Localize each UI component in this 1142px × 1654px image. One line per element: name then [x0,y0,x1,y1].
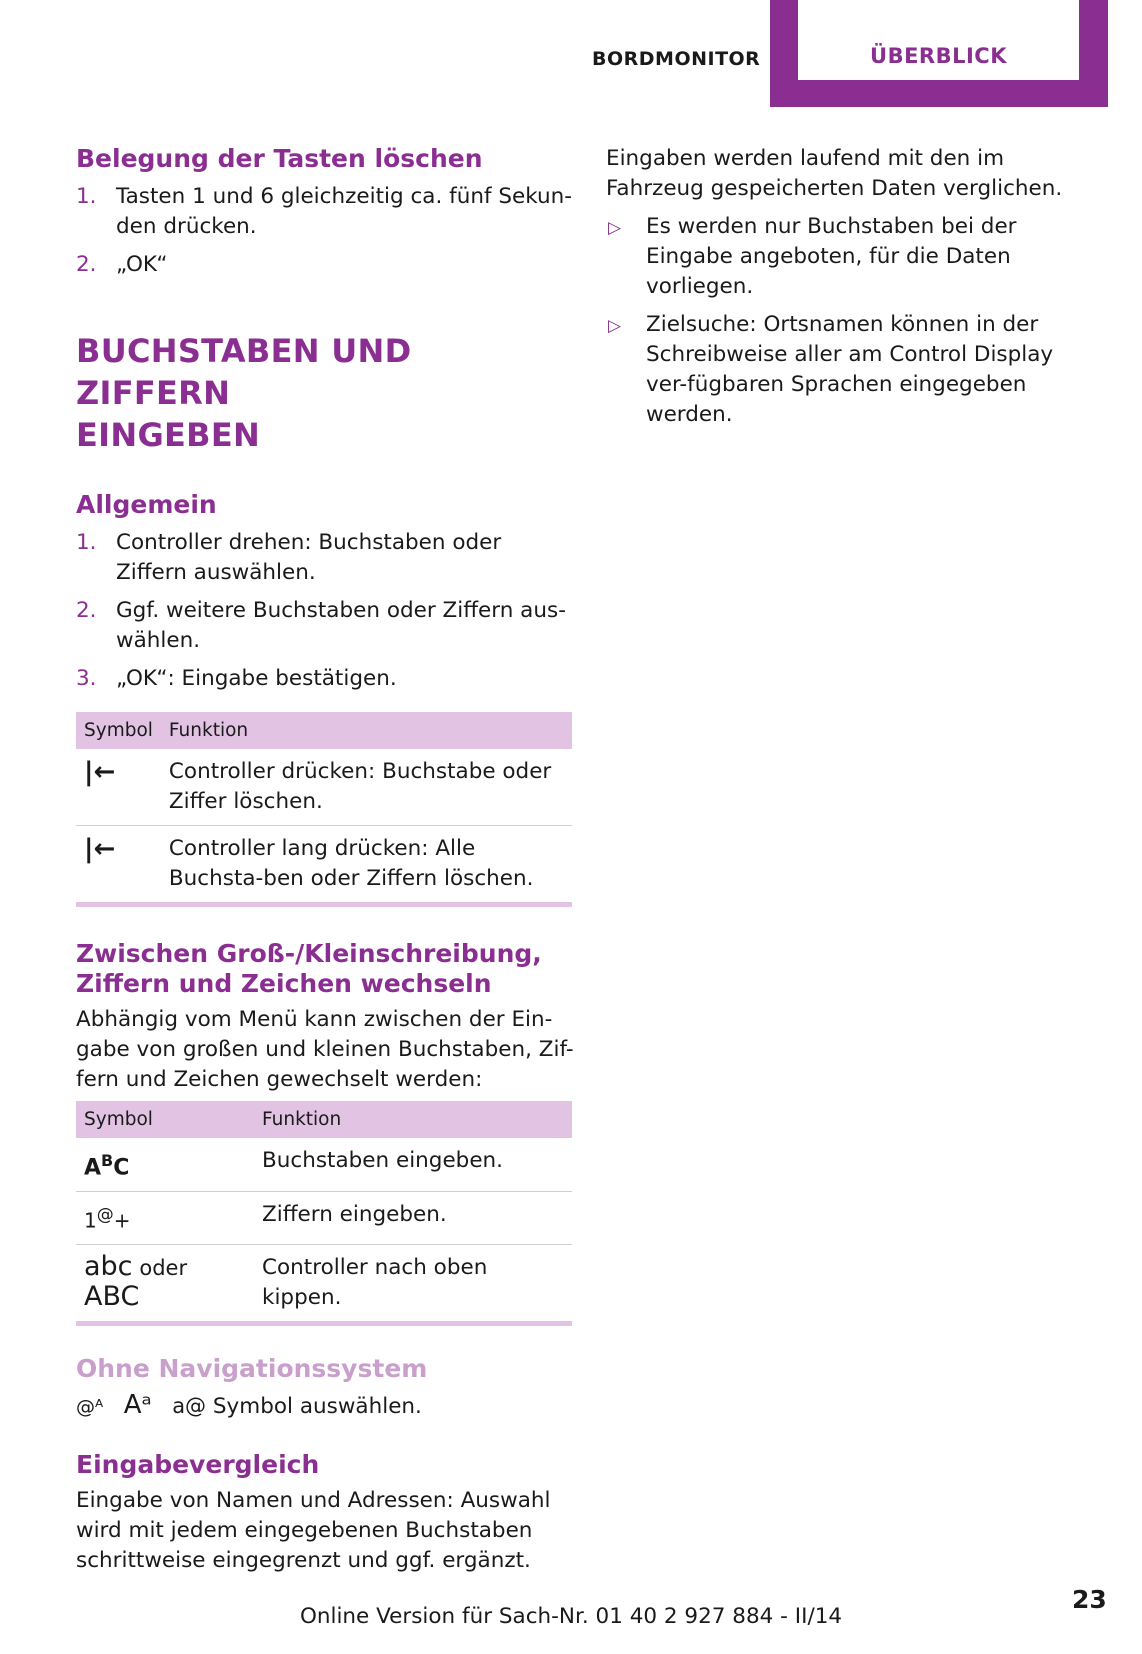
lowercase-a-icon: a@ [172,1393,207,1418]
general-heading: Allgemein [76,490,217,519]
switch-symbol-table [76,1101,572,1326]
delete-symbol-table [76,712,572,907]
nonav-text: Symbol auswählen. [212,1393,422,1419]
backspace-symbol: |← [84,757,116,787]
triangle-bullet-icon: ▷ [608,218,622,238]
table-row [76,1138,572,1192]
delete-steps [76,182,576,280]
step-number: 2. [76,598,97,623]
header-tab-inner [798,0,1079,80]
left-column [76,144,576,1576]
table-cell-function: Controller lang drücken: Alle Buchsta-ben oder Ziffern löschen. [161,826,572,905]
table-row [76,1192,572,1245]
symbol-part: + [113,1208,131,1233]
list-item [76,596,576,656]
digits-icon [76,1192,254,1245]
at-symbol-icon: @ᴬ [76,1395,104,1418]
backspace-symbol: |← [84,834,116,864]
main-title-line1: BUCHSTABEN UND ZIFFERN [76,332,412,412]
table-cell-function: Controller nach oben kippen. [254,1244,572,1323]
table-header-symbol: Symbol [76,712,161,749]
right-intro: Eingaben werden laufend mit den im Fahrzeug gespeicherten Daten verglichen. [606,146,1063,201]
backspace-icon [76,826,161,905]
header-tab-label: ÜBERBLICK [870,44,1007,68]
step-text: Tasten 1 und 6 gleichzeitig ca. fünf Sekun-den drücken. [116,184,573,239]
step-number: 3. [76,666,97,691]
delete-heading: Belegung der Tasten löschen [76,144,483,173]
table-header-function: Funktion [161,712,572,749]
abc-mixed-icon [76,1138,254,1192]
main-title-line2: EINGEBEN [76,416,261,454]
uppercase-a-icon: Aᵃ [123,1389,152,1420]
nonav-heading: Ohne Navigationssystem [76,1353,428,1383]
footer-online-version: Online Version für Sach-Nr. 01 40 2 927 884 - II/14 [299,1604,843,1629]
compare-text: Eingabe von Namen und Adressen: Auswahl wird mit jedem eingegebenen Buchstaben schrittweise eingegrenzt und ggf. ergänzt. [76,1487,551,1573]
list-item [76,250,576,280]
symbol-part: A [84,1155,102,1181]
table-header-row [76,1101,572,1138]
symbol-part: C [113,1155,130,1181]
table-row [76,826,572,905]
list-item [606,310,1096,430]
step-text: Ggf. weitere Buchstaben oder Ziffern aus-wählen. [116,598,566,653]
list-item [76,182,576,242]
triangle-bullet-icon: ▷ [608,316,622,336]
symbol-part: B [101,1151,114,1170]
symbol-part: @ [96,1205,114,1226]
right-bullets [606,212,1096,430]
table-header-row [76,712,572,749]
nonav-line [76,1390,576,1422]
table-header-symbol: Symbol [76,1101,254,1138]
switch-heading-line2: Ziffern und Zeichen wechseln [76,969,492,998]
step-text: Controller drehen: Buchstaben oder Ziffern auswählen. [116,530,502,585]
switch-heading-line1: Zwischen Groß-/Kleinschreibung, [76,939,542,968]
general-steps [76,528,576,694]
case-toggle-icon [76,1244,254,1323]
symbol-part: 1 [84,1208,97,1233]
list-item [606,212,1096,302]
right-column [606,144,1096,438]
list-item [76,664,576,694]
table-cell-function: Ziffern eingeben. [254,1192,572,1245]
table-header-function: Funktion [254,1101,572,1138]
bullet-text: Es werden nur Buchstaben bei der Eingabe angeboten, für die Daten vorliegen. [646,214,1017,299]
symbol-upper: ABC [84,1280,140,1312]
switch-heading [76,939,576,999]
table-cell-function: Buchstaben eingeben. [254,1138,572,1192]
step-number: 2. [76,252,97,277]
backspace-icon [76,749,161,826]
header-tab [770,0,1108,107]
step-number: 1. [76,530,97,555]
symbol-or: oder [139,1255,188,1280]
list-item [76,528,576,588]
header-section-label: BORDMONITOR [592,48,761,70]
table-row [76,749,572,826]
compare-heading: Eingabevergleich [76,1449,320,1479]
table-cell-function: Controller drücken: Buchstabe oder Ziffer löschen. [161,749,572,826]
main-title [76,330,576,456]
bullet-text: Zielsuche: Ortsnamen können in der Schreibweise aller am Control Display ver-fügbaren Sprachen eingegeben werden. [646,312,1054,427]
symbol-lower: abc [84,1250,133,1282]
step-number: 1. [76,184,97,209]
table-row [76,1244,572,1323]
switch-text: Abhängig vom Menü kann zwischen der Ein-gabe von großen und kleinen Buchstaben, Zif-fern und Zeichen gewechselt werden: [76,1007,574,1092]
page-number: 23 [1072,1585,1107,1614]
step-text: „OK“: Eingabe bestätigen. [116,666,397,691]
step-text: „OK“ [116,252,168,277]
